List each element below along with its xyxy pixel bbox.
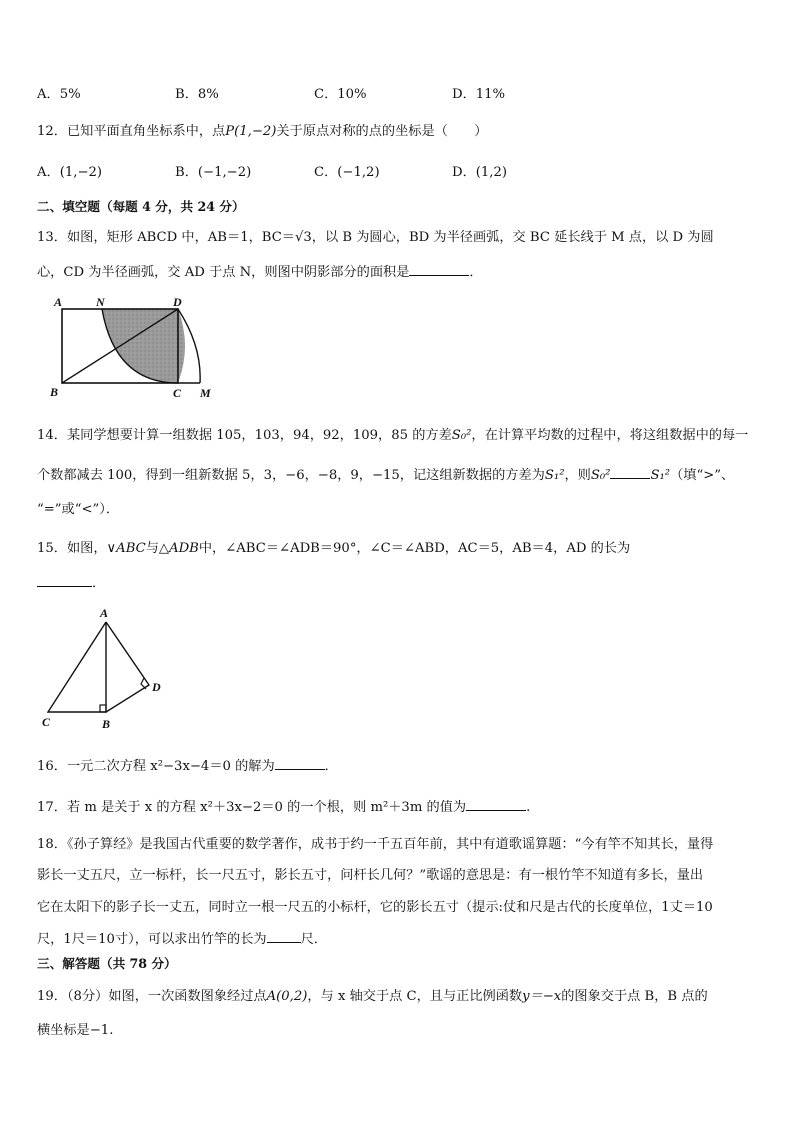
q14-answer-blank: [610, 466, 650, 479]
q15-label-d: D: [152, 680, 161, 694]
q18-line-2: 影长一丈五尺，立一标杆，长一尺五寸，影长五寸，问杆长几何？”歌谣的意思是：有一根竹竿不知道有多长，量出: [37, 868, 704, 883]
q16-answer-blank: [275, 757, 325, 770]
q12-stem: [37, 120, 487, 139]
q15-figure: [36, 600, 176, 735]
q15-triangle-abd: [106, 622, 149, 712]
q12-point: P(1,−2): [225, 124, 277, 139]
q13-label-n: N: [96, 295, 105, 309]
q15-right-angle-b: [100, 705, 106, 712]
q13-line-2: [37, 261, 483, 280]
q11-option-a: A．5%: [37, 87, 81, 102]
q18-line-1: 18．《孙子算经》是我国古代重要的数学著作，成书于约一千五百年前，其中有道歌谣算题：“今有竿不知其长，量得: [37, 837, 714, 852]
q12-option-c: C．(−1,2): [314, 165, 380, 180]
q15-label-a: A: [100, 606, 109, 620]
q15-triangle-abc: [48, 622, 106, 712]
q19-line-1: [37, 985, 708, 1004]
q15-label-c: C: [42, 715, 51, 729]
q14-line-2-a: 个数都减去 100，得到一组新数据 5，3，−6，−8，9，−15，记这组新数据的方差为: [37, 468, 545, 483]
q17-stem: [37, 796, 530, 815]
q16-stem: [37, 755, 338, 774]
q18-line-4: [37, 928, 327, 947]
q18-line-3: 它在太阳下的影子长一丈五，同时立一根一尺五的小标杆，它的影长五寸（提示:仗和尺是古代的长度单位，1丈＝10: [37, 900, 713, 915]
q17-text: 17．若 m 是关于 x 的方程 x²＋3x−2＝0 的一个根，则 m²＋3m 的值为: [37, 800, 467, 815]
q13-figure: [40, 290, 225, 402]
q14-s0-symbol-2: S₀²: [590, 468, 611, 483]
q15-line-2: [37, 572, 105, 591]
q13-line-2-end: ．: [469, 265, 483, 280]
q14-line-1-a: 14．某同学想要计算一组数据 105，103，94，92，109，85 的方差: [37, 428, 452, 443]
q15-label-b: B: [102, 717, 111, 731]
q13-label-m: M: [200, 386, 211, 400]
q17-answer-blank: [466, 798, 526, 811]
q16-end: ．: [324, 759, 338, 774]
q15-line-1-b: 与: [145, 541, 159, 556]
q11-option-d: D．11%: [452, 87, 506, 102]
q14-line-1-b: ，在计算平均数的过程中，将这组数据中的每一: [471, 428, 749, 443]
q11-option-b: B．8%: [175, 87, 219, 102]
q18-answer-blank: [267, 930, 301, 943]
q19-line-1-c: 的图象交于点 B，B 点的: [561, 989, 708, 1004]
q15-triangle-2: △ADB: [158, 541, 199, 556]
q14-line-3: “=”或“<”）．: [37, 502, 120, 517]
q14-line-2: [37, 464, 734, 483]
q15-answer-blank: [37, 574, 92, 587]
q12-text-a: 已知平面直角坐标系中，点: [66, 124, 226, 139]
q19-point-a: A(0,2): [266, 989, 308, 1004]
q12-text-b: 关于原点对称的点的坐标是（ ）: [276, 124, 488, 139]
q12-option-d: D．(1,2): [452, 165, 508, 180]
q14-s1-symbol: S₁²: [544, 468, 565, 483]
section-2-title: 二、填空题（每题 4 分，共 24 分）: [37, 199, 245, 214]
q15-triangle-1: ∨ABC: [106, 541, 146, 556]
q16-text: 16．一元二次方程 x²−3x−4＝0 的解为: [37, 759, 275, 774]
q19-function: y＝−x: [522, 989, 562, 1004]
q19-line-1-b: ，与 x 轴交于点 C，且与正比例函数: [307, 989, 523, 1004]
q14-line-1: [37, 424, 748, 443]
q19-line-2: 横坐标是−1.: [37, 1023, 114, 1038]
q15-line-1: [37, 537, 630, 556]
q12-option-a: A．(1,−2): [37, 165, 103, 180]
q17-end: .: [526, 800, 531, 815]
q13-line-1: 13．如图，矩形 ABCD 中，AB＝1，BC＝√3，以 B 为圆心，BD 为半径画弧，交 BC 延长线于 M 点，以 D 为圆: [37, 230, 714, 245]
q13-label-b: B: [50, 385, 59, 399]
q15-line-1-c: 中，∠ABC＝∠ADB＝90°，∠C＝∠ABD，AC＝5，AB＝4，AD 的长为: [198, 541, 631, 556]
q11-option-c: C．10%: [314, 87, 367, 102]
q13-label-c: C: [173, 386, 182, 400]
q18-line-4-text: 尺，1尺＝10寸），可以求出竹竿的长为: [37, 932, 267, 947]
q19-line-1-a: 19．（8分）如图，一次函数图象经过点: [37, 989, 267, 1004]
q15-line-1-a: 15．如图，: [37, 541, 107, 556]
q13-label-a: A: [54, 295, 63, 309]
q14-s0-symbol: S₀²: [451, 428, 472, 443]
q14-line-2-b: ，则: [564, 468, 591, 483]
q13-line-2-text: 心，CD 为半径画弧，交 AD 于点 N，则图中阴影部分的面积是: [37, 265, 410, 280]
q14-line-2-c: （填“>”、: [670, 468, 735, 483]
q12-option-b: B．(−1,−2): [175, 165, 252, 180]
q12-number: 12．: [37, 124, 67, 139]
section-3-title: 三、解答题（共 78 分）: [37, 956, 177, 971]
q14-s1-symbol-2: S₁²: [650, 468, 671, 483]
q18-line-4-end: 尺．: [300, 932, 327, 947]
q15-line-2-end: ．: [92, 576, 106, 591]
q13-answer-blank: [409, 263, 469, 276]
q13-label-d: D: [173, 295, 182, 309]
